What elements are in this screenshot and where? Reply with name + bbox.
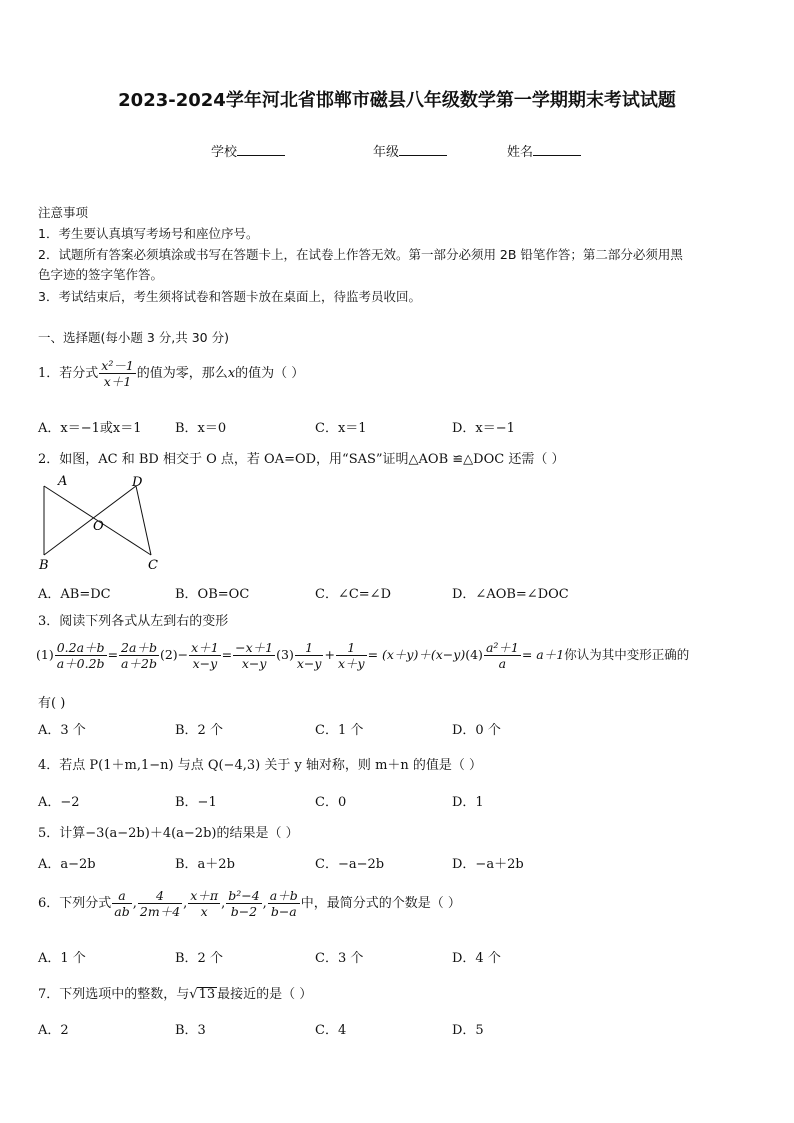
q3-option-a: A．3 个: [38, 723, 86, 738]
school-field: [211, 141, 285, 160]
q7-option-a: A．2: [38, 1023, 69, 1038]
q6-frac: $\frac{a+b}{b-a}$: [269, 888, 298, 919]
q6-frac: $\frac{x+\pi}{x}$: [190, 888, 219, 919]
question-4: 4．若点 P(1＋m,1−n) 与点 Q(−4,3) 关于 y 轴对称，则 m＋n 的值是（ ）: [38, 758, 483, 773]
question-2: 2．如图，AC 和 BD 相交于 O 点，若 OA=OD，用“SAS”证明△AOB ≌△DOC 还需（ ）: [38, 452, 565, 467]
q7-option-b: B．3: [175, 1023, 206, 1038]
notice-item: 1．考生要认真填写考场号和座位序号。: [38, 226, 259, 241]
notice-heading: 注意事项: [38, 205, 89, 220]
grade-field: [373, 141, 447, 160]
q3-frac-3: $\frac{x+1}{x-y}$: [191, 640, 219, 671]
q5-option-d: D．−a＋2b: [452, 857, 524, 872]
q4-option-c: C．0: [315, 795, 347, 810]
notice-item: 2．试题所有答案必须填涂或书写在答题卡上，在试卷上作答无效。第一部分必须用 2B 铅笔作答；第二部分必须用黑: [38, 247, 683, 262]
label-a: A: [58, 474, 68, 489]
q6-suffix: 中，最简分式的个数是（ ）: [300, 896, 461, 911]
q1-option-d: D．x＝−1: [452, 421, 515, 436]
q1-suffix: 的值为零，那么: [136, 366, 228, 381]
label-d: D: [132, 475, 143, 490]
sqrt-sign: √: [189, 987, 198, 1002]
q2-option-b: B．OB=OC: [175, 587, 250, 602]
q2-option-d: D．∠AOB=∠DOC: [452, 587, 569, 602]
grade-blank: [399, 143, 447, 156]
q3-equals: =: [107, 647, 119, 662]
q3-result-4: = a＋1: [521, 647, 565, 662]
q6-option-a: A．1 个: [38, 951, 86, 966]
exam-title: 2023-2024学年河北省邯郸市磁县八年级数学第一学期期末考试试题: [118, 90, 676, 111]
question-3: 3．阅读下列各式从左到右的变形: [38, 614, 229, 629]
q1-suffix2: 的值为（ ）: [235, 366, 305, 381]
school-label: 学校: [211, 145, 238, 160]
q5-option-a: A．a−2b: [38, 857, 96, 872]
q1-option-c: C．x＝1: [315, 421, 367, 436]
q6-option-b: B．2 个: [175, 951, 223, 966]
q3-option-c: C．1 个: [315, 723, 364, 738]
q3-part-4: (4): [465, 647, 483, 662]
question-1: [38, 358, 304, 389]
q6-option-d: D．4 个: [452, 951, 501, 966]
notice-item: 3．考试结束后，考生须将试卷和答题卡放在桌面上，待监考员收回。: [38, 289, 421, 304]
q3-option-d: D．0 个: [452, 723, 501, 738]
q3-frac-7: $\frac{\text{a²＋1}}{a}$: [485, 640, 519, 671]
name-field: [507, 141, 581, 160]
q7-sqrt-value: 13: [198, 987, 216, 1002]
q6-prefix: 6．下列分式: [38, 896, 112, 911]
question-6: 6．下列分式 $\frac{a}{ab}$ , $\frac{4}{2m+4}$ , $\frac{x+\pi}{x}$ , $\frac{\text{b²−4}}{b-2}$ , $\frac{a+b}{b-a}$ 中，最简分式的个数是（ ）: [38, 888, 461, 919]
school-blank: [237, 143, 285, 156]
q6-frac: $\frac{4}{2m+4}$: [139, 888, 181, 919]
section-heading: 一、选择题(每小题 3 分,共 30 分): [38, 330, 229, 345]
name-label: 姓名: [507, 145, 534, 160]
q3-line-2: 有( ): [38, 696, 66, 711]
q3-part-3: (3): [276, 647, 294, 662]
q3-option-b: B．2 个: [175, 723, 223, 738]
q7-option-c: C．4: [315, 1023, 347, 1038]
segment-dc: [136, 486, 151, 555]
label-o: O: [93, 519, 104, 534]
q3-expressions: [36, 640, 689, 671]
segment-bd: [44, 486, 136, 555]
q1-prefix: 1．若分式: [38, 366, 99, 381]
name-blank: [533, 143, 581, 156]
q7-suffix: 最接近的是（ ）: [217, 987, 313, 1002]
q3-frac-2: $\frac{2a+b}{a+2b}$: [121, 640, 157, 671]
q6-option-c: C．3 个: [315, 951, 364, 966]
q1-var: x: [227, 366, 236, 381]
q3-frac-6: $\frac{1}{x+y}$: [337, 640, 365, 671]
q7-prefix: 7．下列选项中的整数，与: [38, 987, 190, 1002]
q2-option-c: C．∠C=∠D: [315, 587, 391, 602]
q3-plus: +: [324, 647, 335, 662]
q2-diagram: [36, 472, 166, 572]
q6-frac: $\frac{\text{b²−4}}{b-2}$: [228, 888, 260, 919]
question-7: [38, 983, 312, 1002]
q1-option-a: A．x＝−1或x＝1: [38, 421, 142, 436]
q2-option-a: A．AB=DC: [38, 587, 111, 602]
q4-option-a: A．−2: [38, 795, 80, 810]
q3-part-1: (1): [36, 647, 54, 662]
q3-tail: 你认为其中变形正确的: [564, 647, 690, 662]
q5-option-b: B．a＋2b: [175, 857, 235, 872]
grade-label: 年级: [373, 145, 400, 160]
q5-option-c: C．−a−2b: [315, 857, 385, 872]
q1-option-b: B．x＝0: [175, 421, 227, 436]
label-c: C: [148, 558, 158, 572]
q7-option-d: D．5: [452, 1023, 484, 1038]
q4-option-b: B．−1: [175, 795, 217, 810]
q4-option-d: D．1: [452, 795, 484, 810]
q1-fraction: $\frac{\text{x²－1}}{x+1}$: [101, 358, 134, 389]
label-b: B: [39, 558, 49, 572]
q6-frac: $\frac{a}{ab}$: [114, 888, 130, 919]
q3-equals: =: [221, 647, 233, 662]
q3-frac-5: $\frac{1}{x-y}$: [296, 640, 322, 671]
q3-result-3: = (x＋y)＋(x−y): [367, 647, 466, 662]
q3-frac-1: $\frac{0.2a+b}{a+0.2b}$: [56, 640, 105, 671]
q3-frac-4: $\frac{-x+1}{x-y}$: [235, 640, 274, 671]
q3-part-2: (2)−: [159, 647, 189, 662]
question-5: 5．计算−3(a−2b)＋4(a−2b)的结果是（ ）: [38, 826, 299, 841]
notice-item: 色字迹的签字笔作答。: [38, 267, 164, 282]
